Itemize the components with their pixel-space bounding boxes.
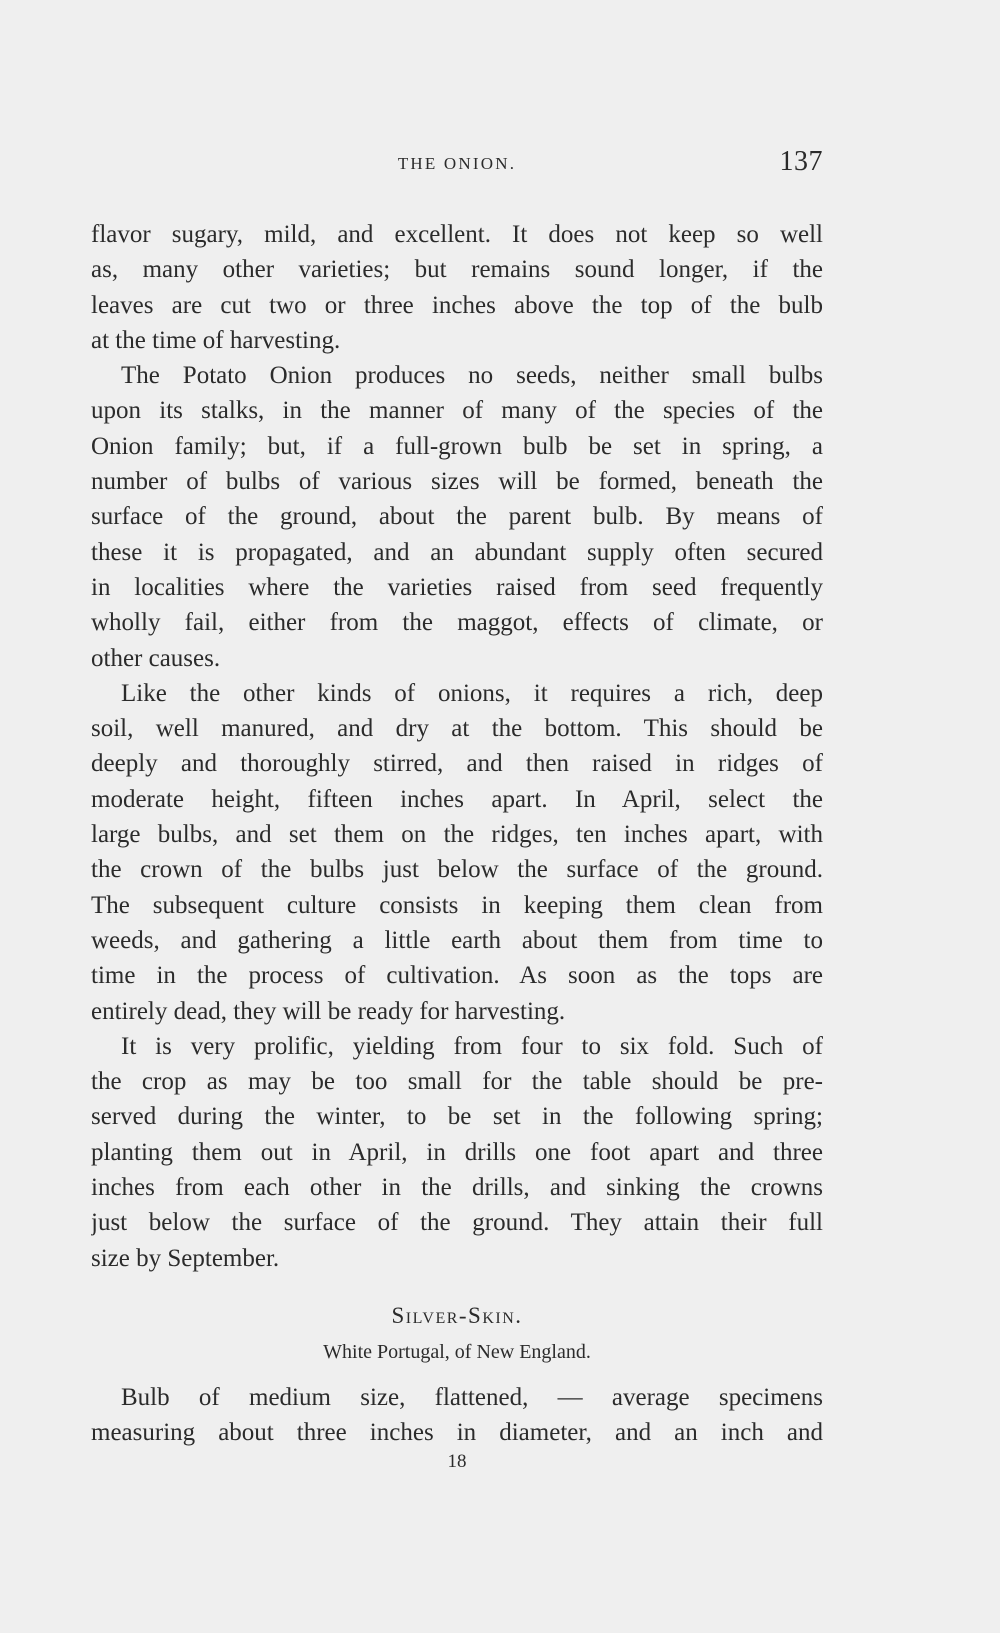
body-text — [91, 217, 823, 1276]
text-line: number of bulbs of various sizes will be formed, beneath the — [91, 468, 823, 496]
text-line: entirely dead, they will be ready for harvesting. — [91, 997, 566, 1025]
text-line: wholly fail, either from the maggot, effects of climate, or — [91, 609, 823, 637]
signature-mark: 18 — [447, 1451, 467, 1472]
page-number: 137 — [779, 146, 823, 177]
text-line: inches from each other in the drills, and sinking the crowns — [91, 1174, 823, 1202]
text-line: the crop as may be too small for the table should be pre- — [91, 1068, 823, 1096]
text-line: other causes. — [91, 644, 221, 672]
text-line: Like the other kinds of onions, it requires a rich, deep — [121, 679, 823, 707]
text-line: planting them out in April, in drills one foot apart and three — [91, 1138, 823, 1166]
text-line: time in the process of cultivation. As soon as the tops are — [91, 962, 823, 990]
text-line: measuring about three inches in diameter, and an inch and — [91, 1419, 823, 1447]
text-line: size by September. — [91, 1244, 280, 1272]
text-line: leaves are cut two or three inches above the top of the bulb — [91, 291, 823, 319]
text-line: Bulb of medium size, flattened, — average specimens — [121, 1384, 823, 1411]
text-line: It is very prolific, yielding from four to six fold. Such of — [121, 1032, 823, 1060]
text-line: in localities where the varieties raised from seed frequently — [91, 573, 823, 601]
text-line: at the time of harvesting. — [91, 326, 341, 354]
text-line: flavor sugary, mild, and excellent. It does not keep so well — [91, 221, 823, 248]
text-line: just below the surface of the ground. They attain their full — [91, 1209, 823, 1237]
section-subheading: White Portugal, of New England. — [323, 1341, 591, 1363]
text-line: The subsequent culture consists in keeping them clean from — [91, 891, 823, 919]
text-line: Onion family; but, if a full-grown bulb be set in spring, a — [91, 432, 823, 460]
text-line: surface of the ground, about the parent bulb. By means of — [91, 503, 823, 531]
text-line: upon its stalks, in the manner of many of the species of the — [91, 397, 823, 425]
running-head — [91, 146, 823, 186]
text-line: these it is propagated, and an abundant supply often secured — [91, 538, 823, 566]
text-line: weeds, and gathering a little earth about them from time to — [91, 926, 823, 954]
text-line: moderate height, fifteen inches apart. In April, select the — [91, 785, 823, 813]
text-line: deeply and thoroughly stirred, and then raised in ridges of — [91, 750, 823, 778]
text-line: as, many other varieties; but remains sound longer, if the — [91, 256, 823, 284]
text-line: soil, well manured, and dry at the bottom. This should be — [91, 715, 823, 743]
section-body-text — [91, 1380, 823, 1451]
section-heading: Silver-Skin. — [391, 1303, 523, 1328]
running-title: THE ONION. — [397, 154, 517, 173]
text-line: the crown of the bulbs just below the surface of the ground. — [91, 856, 823, 884]
text-line: large bulbs, and set them on the ridges, ten inches apart, with — [91, 821, 823, 849]
text-line: served during the winter, to be set in the following spring; — [91, 1103, 823, 1131]
text-line: The Potato Onion produces no seeds, neither small bulbs — [121, 362, 823, 390]
